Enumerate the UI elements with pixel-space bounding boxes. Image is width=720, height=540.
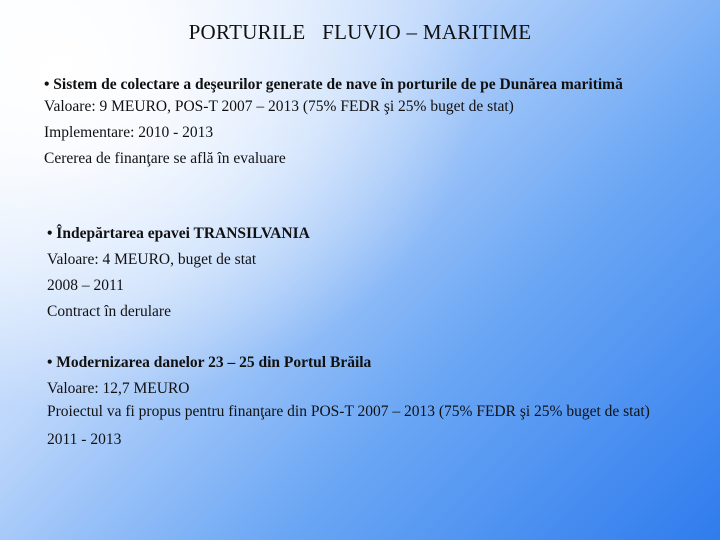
section-status-line: Cererea de finanţare se află în evaluare [44,150,286,167]
section-value-line: Valoare: 12,7 MEURO [47,380,190,397]
section-period-line: 2008 – 2011 [47,277,124,294]
section-status-line: Contract în derulare [47,303,171,320]
section-waste-collection [44,75,654,172]
section-heading: • Îndepărtarea epavei TRANSILVANIA [47,225,310,242]
section-value-line: Valoare: 4 MEURO, buget de stat [47,251,257,268]
section-heading: • Sistem de colectare a deşeurilor generate de nave în porturile de pe Dunărea maritimă [44,76,623,93]
section-period-line: 2011 - 2013 [47,431,122,448]
section-funding-line: Proiectul va fi propus pentru finanţare din POS-T 2007 – 2013 (75% FEDR şi 25% buget de stat) [47,403,650,420]
section-heading: • Modernizarea danelor 23 – 25 din Portul Brăila [47,354,372,371]
section-wreck-removal [47,221,667,325]
section-berth-modernization [47,350,667,453]
section-value-line: Valoare: 9 MEURO, POS-T 2007 – 2013 (75% FEDR şi 25% buget de stat) [44,98,514,115]
slide-title: PORTURILE FLUVIO – MARITIME [188,20,532,44]
section-implementation-line: Implementare: 2010 - 2013 [44,124,214,141]
